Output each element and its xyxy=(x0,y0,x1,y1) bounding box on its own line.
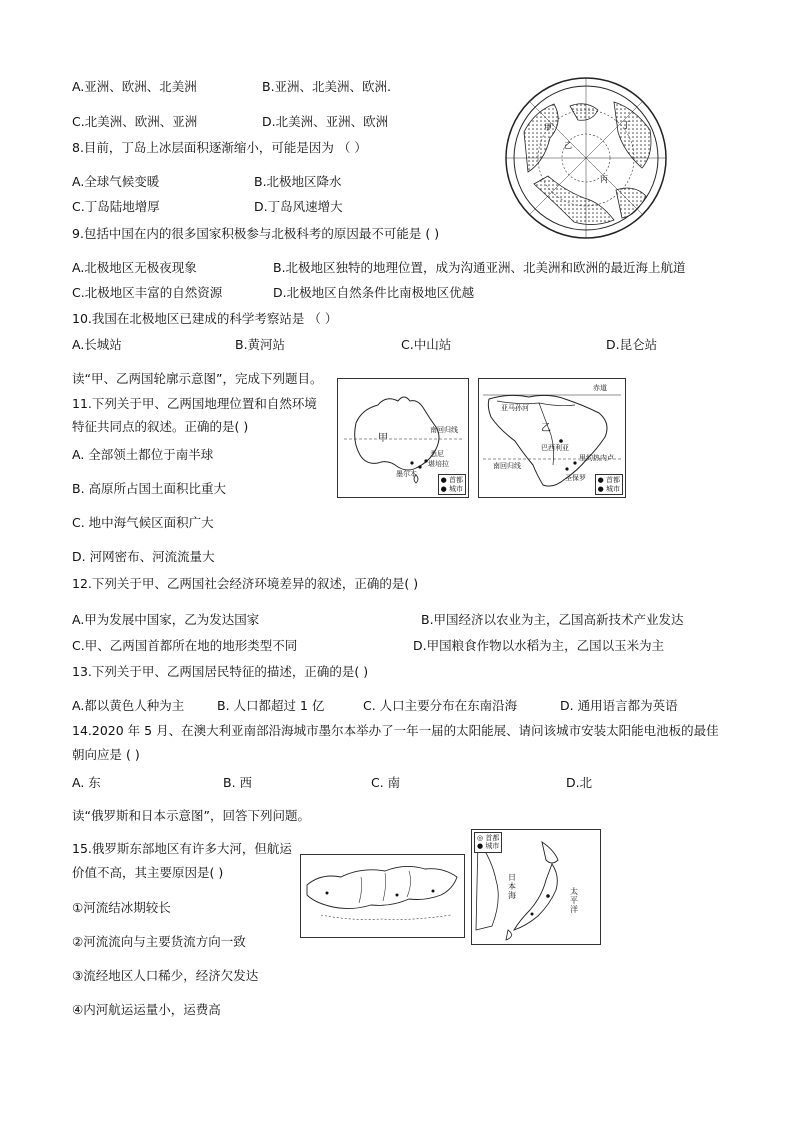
q14-stem-line1: 14.2020 年 5 月、在澳大利亚南部沿海城市墨尔本举办了一年一届的太阳能展、请问该城市安装太阳能电池板的最佳 xyxy=(72,723,719,738)
map-jia-country-label: 甲 xyxy=(378,433,388,444)
q15-option-1: ①河流结冰期较长 xyxy=(72,900,171,915)
q7-option-a: A.亚洲、欧洲、北美洲 xyxy=(72,79,197,94)
q10-option-a: A.长城站 xyxy=(72,337,122,352)
arctic-polar-map xyxy=(504,72,668,244)
svg-text:甲: 甲 xyxy=(544,123,552,132)
q9-option-d: D.北极地区自然条件比南极地区优越 xyxy=(273,285,475,300)
map-jia-canberra-label: 堪培拉 xyxy=(428,460,449,468)
q15-option-3: ③流经地区人口稀少，经济欠发达 xyxy=(72,968,259,983)
q7-option-c: C.北美洲、欧洲、亚洲 xyxy=(72,114,198,129)
map-japan-ocean-label: 太平洋 xyxy=(570,887,578,914)
q15-stem-line2: 价值不高，其主要原因是( ) xyxy=(72,865,224,880)
q7-option-d: D.北美洲、亚洲、欧洲 xyxy=(262,114,389,129)
intro-jia-yi: 读“甲、乙两国轮廓示意图”，完成下列题目。 xyxy=(72,371,323,386)
map-yi-rio-label: 里约热内卢 xyxy=(579,454,614,462)
q8-option-a: A.全球气候变暖 xyxy=(72,174,160,189)
q11-option-a: A. 全部领土都位于南半球 xyxy=(72,447,214,462)
q10-option-d: D.昆仑站 xyxy=(606,337,658,352)
svg-text:丙: 丙 xyxy=(600,175,608,184)
map-yi-equator-label: 赤道 xyxy=(593,384,607,392)
q8-option-b: B.北极地区降水 xyxy=(254,174,342,189)
q8-stem: 8.目前，丁岛上冰层面积逐渐缩小，可能是因为 （ ） xyxy=(72,140,367,155)
map-japan-legend: ◎ 首都 ● 城市 xyxy=(474,832,502,853)
map-yi-saopaulo-label: 圣保罗 xyxy=(565,474,586,482)
q15-stem-line1: 15.俄罗斯东部地区有许多大河，但航运 xyxy=(72,841,292,856)
map-jia-melbourne-label: 墨尔本 xyxy=(396,470,417,478)
map-yi-tropic-label: 南回归线 xyxy=(493,462,521,470)
q9-stem: 9.包括中国在内的很多国家积极参与北极科考的原因最不可能是 ( ) xyxy=(72,226,440,241)
map-jia-tropic-label: 南回归线 xyxy=(430,426,458,434)
q14-stem-line2: 朝向应是 ( ) xyxy=(72,747,140,762)
q14-option-c: C. 南 xyxy=(371,775,401,790)
q14-option-a: A. 东 xyxy=(72,775,101,790)
map-russia xyxy=(300,854,465,938)
q13-option-d: D. 通用语言都为英语 xyxy=(560,698,678,713)
q12-option-d: D.甲国粮食作物以水稻为主，乙国以玉米为主 xyxy=(413,638,665,653)
q9-option-c: C.北极地区丰富的自然资源 xyxy=(72,285,223,300)
map-yi-legend: ● 首都 ● 城市 xyxy=(595,474,623,495)
q9-option-a: A.北极地区无极夜现象 xyxy=(72,260,197,275)
q10-option-b: B.黄河站 xyxy=(235,337,286,352)
q15-option-4: ④内河航运运量小，运费高 xyxy=(72,1002,221,1017)
q12-option-c: C.甲、乙两国首都所在地的地形类型不同 xyxy=(72,638,298,653)
q8-option-c: C.丁岛陆地增厚 xyxy=(72,199,160,214)
map-yi-amazon-label: 亚马孙河 xyxy=(501,404,529,412)
q13-option-b: B. 人口都超过 1 亿 xyxy=(217,698,325,713)
map-japan xyxy=(471,829,601,945)
q14-option-b: B. 西 xyxy=(223,775,253,790)
q13-stem: 13.下列关于甲、乙两国居民特征的描述，正确的是( ) xyxy=(72,664,369,679)
q12-option-b: B.甲国经济以农业为主，乙国高新技术产业发达 xyxy=(421,612,684,627)
q10-option-c: C.中山站 xyxy=(401,337,452,352)
map-jia-sydney-label: 悉尼 xyxy=(430,450,444,458)
q9-option-b: B.北极地区独特的地理位置，成为沟通亚洲、北美洲和欧洲的最近海上航道 xyxy=(273,260,686,275)
map-yi-brasilia-label: 巴西利亚 xyxy=(541,444,569,452)
q10-stem: 10.我国在北极地区已建成的科学考察站是 （ ） xyxy=(72,311,338,326)
q12-stem: 12.下列关于甲、乙两国社会经济环境差异的叙述，正确的是( ) xyxy=(72,576,419,591)
map-yi-country-label: 乙 xyxy=(541,423,551,434)
q15-option-2: ②河流流向与主要货流方向一致 xyxy=(72,934,246,949)
q14-option-d: D.北 xyxy=(566,775,593,790)
q12-option-a: A.甲为发展中国家，乙为发达国家 xyxy=(72,612,260,627)
map-yi-brazil xyxy=(478,378,626,498)
q11-stem-line2: 特征共同点的叙述。正确的是( ) xyxy=(72,419,249,434)
svg-text:丁: 丁 xyxy=(622,121,632,131)
map-jia-legend: ● 首都 ● 城市 xyxy=(438,474,466,495)
q13-option-c: C. 人口主要分布在东南沿海 xyxy=(363,698,518,713)
map-jia-australia xyxy=(337,378,469,498)
q8-option-d: D.丁岛风速增大 xyxy=(254,199,343,214)
q7-option-b: B.亚洲、北美洲、欧洲. xyxy=(262,79,392,94)
q11-stem-line1: 11.下列关于甲、乙两国地理位置和自然环境 xyxy=(72,396,317,411)
svg-text:乙: 乙 xyxy=(564,141,572,150)
map-japan-sea-label: 日本海 xyxy=(508,873,516,900)
q11-option-d: D. 河网密布、河流流量大 xyxy=(72,549,215,564)
intro-russia-japan: 读“俄罗斯和日本示意图”，回答下列问题。 xyxy=(72,808,310,823)
q13-option-a: A.都以黄色人种为主 xyxy=(72,698,185,713)
q11-option-b: B. 高原所占国土面积比重大 xyxy=(72,481,227,496)
q11-option-c: C. 地中海气候区面积广大 xyxy=(72,515,214,530)
